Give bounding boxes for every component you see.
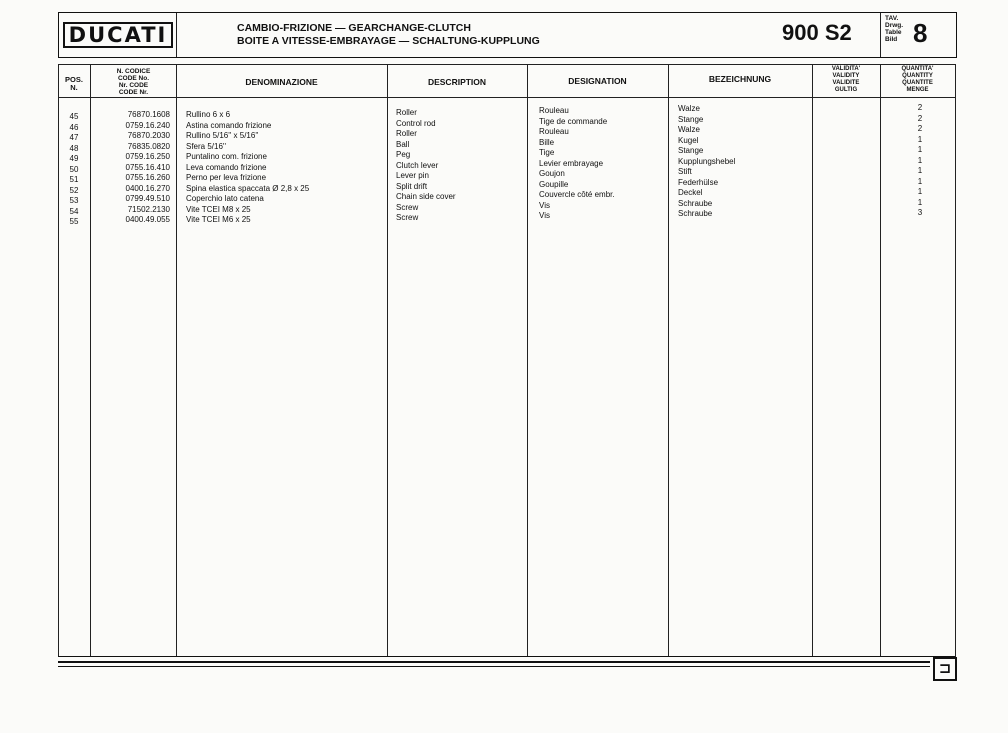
en-cell: Screw bbox=[396, 202, 419, 212]
tav-label: TAV. bbox=[885, 15, 899, 22]
fr-cell: Tige de commande bbox=[539, 116, 608, 126]
pos-cell: 49 bbox=[69, 154, 79, 163]
en-cell: Clutch lever bbox=[396, 160, 439, 170]
fr-cell: Bille bbox=[539, 137, 555, 147]
col-header-quantity: QUANTITA' QUANTITY QUANTITE MENGE bbox=[901, 66, 934, 93]
fr-cell: Goujon bbox=[539, 169, 565, 178]
en-cell: Roller bbox=[396, 108, 417, 117]
header-underline bbox=[58, 97, 955, 98]
drwg-label: Drwg. bbox=[885, 22, 904, 29]
en-cell: Split drift bbox=[396, 181, 428, 191]
code-cell: 0755.16.260 bbox=[125, 173, 170, 182]
en-cell: Roller bbox=[396, 129, 417, 138]
code-column bbox=[92, 110, 170, 226]
pos-cell: 51 bbox=[69, 175, 79, 184]
qty-cell: 1 bbox=[917, 187, 923, 196]
fr-cell: Rouleau bbox=[539, 106, 569, 115]
it-cell: Rullino 5/16'' x 5/16'' bbox=[186, 131, 259, 140]
pos-cell: 53 bbox=[69, 196, 79, 205]
code-cell: 76870.2030 bbox=[127, 131, 170, 140]
en-cell: Peg bbox=[396, 150, 411, 159]
pos-cell: 50 bbox=[69, 164, 79, 174]
it-cell: Perno per leva frizione bbox=[186, 173, 267, 182]
code-cell: 0755.16.410 bbox=[125, 162, 170, 172]
de-cell: Stange bbox=[678, 114, 704, 124]
col-divider bbox=[90, 64, 91, 656]
de-cell: Stange bbox=[678, 146, 704, 155]
pos-cell: 52 bbox=[69, 185, 79, 195]
table-number: 8 bbox=[913, 18, 928, 48]
pos-cell: 46 bbox=[69, 122, 79, 132]
header-divider bbox=[880, 13, 881, 57]
fr-cell: Tige bbox=[539, 148, 555, 157]
it-cell: Vite TCEI M6 x 25 bbox=[186, 215, 251, 224]
bezeichnung-column bbox=[678, 104, 810, 220]
title-line-2: BOITE A VITESSE-EMBRAYAGE — SCHALTUNG-KUPPLUNG bbox=[237, 35, 540, 47]
qty-cell: 3 bbox=[917, 208, 923, 217]
qty-cell: 1 bbox=[917, 166, 923, 175]
it-cell: Coperchio lato catena bbox=[186, 194, 264, 203]
title-line-1: CAMBIO-FRIZIONE — GEARCHANGE-CLUTCH bbox=[237, 22, 471, 34]
fr-cell: Levier embrayage bbox=[539, 158, 604, 168]
quantity-column bbox=[900, 103, 940, 219]
col-header-designation: DESIGNATION bbox=[568, 76, 627, 86]
qty-cell: 1 bbox=[917, 176, 923, 186]
en-cell: Lever pin bbox=[396, 171, 429, 180]
it-cell: Puntalino com. frizione bbox=[186, 152, 267, 161]
footer-rule bbox=[58, 661, 930, 663]
ducati-mark-icon: ⊐ bbox=[933, 657, 957, 681]
fr-cell: Rouleau bbox=[539, 127, 569, 136]
col-divider bbox=[880, 64, 881, 656]
table-labels bbox=[885, 15, 903, 43]
footer-rule bbox=[58, 656, 955, 657]
de-cell: Kupplungshebel bbox=[678, 156, 736, 166]
fr-cell: Goupille bbox=[539, 179, 569, 189]
designation-column bbox=[539, 106, 667, 222]
code-cell: 0400.49.055 bbox=[125, 215, 170, 224]
pos-cell: 45 bbox=[69, 112, 79, 121]
qty-cell: 1 bbox=[917, 145, 923, 154]
it-cell: Leva comando frizione bbox=[186, 162, 267, 172]
col-divider bbox=[527, 64, 528, 656]
it-cell: Sfera 5/16'' bbox=[186, 141, 226, 151]
col-divider bbox=[812, 64, 813, 656]
qty-cell: 2 bbox=[917, 113, 923, 123]
pos-cell: 55 bbox=[69, 217, 79, 226]
de-cell: Schraube bbox=[678, 198, 713, 208]
de-cell: Walze bbox=[678, 104, 700, 113]
col-header-bezeichnung: BEZEICHNUNG bbox=[708, 74, 772, 84]
fr-cell: Couvercle côté embr. bbox=[539, 190, 615, 199]
qty-cell: 1 bbox=[917, 197, 923, 207]
fr-cell: Vis bbox=[539, 200, 550, 210]
pos-cell: 54 bbox=[69, 206, 79, 216]
col-divider bbox=[668, 64, 669, 656]
qty-cell: 1 bbox=[917, 134, 923, 144]
ducati-logo bbox=[60, 22, 176, 48]
code-cell: 0759.16.250 bbox=[125, 152, 170, 161]
col-header-validity: VALIDITA' VALIDITY VALIDITE GULTIG bbox=[831, 66, 861, 93]
pos-cell: 48 bbox=[69, 143, 79, 153]
de-cell: Deckel bbox=[678, 188, 703, 197]
denominazione-column bbox=[186, 110, 384, 226]
table-label: Table bbox=[885, 29, 902, 36]
it-cell: Vite TCEI M8 x 25 bbox=[186, 204, 251, 214]
fr-cell: Vis bbox=[539, 211, 550, 220]
en-cell: Chain side cover bbox=[396, 192, 456, 201]
description-column bbox=[396, 108, 526, 224]
page-title bbox=[237, 22, 757, 48]
en-cell: Control rod bbox=[396, 118, 436, 128]
code-cell: 0400.16.270 bbox=[125, 183, 170, 193]
pos-cell: 47 bbox=[69, 133, 79, 142]
de-cell: Stift bbox=[678, 167, 692, 176]
de-cell: Walze bbox=[678, 125, 700, 134]
de-cell: Kugel bbox=[678, 135, 699, 145]
it-cell: Rullino 6 x 6 bbox=[186, 110, 231, 119]
de-cell: Schraube bbox=[678, 209, 713, 218]
logo-text: DUCATI bbox=[63, 22, 174, 48]
qty-cell: 2 bbox=[917, 124, 923, 133]
qty-cell: 1 bbox=[917, 155, 923, 165]
col-divider bbox=[387, 64, 388, 656]
en-cell: Ball bbox=[396, 139, 410, 149]
col-divider bbox=[176, 64, 177, 656]
code-cell: 76870.1608 bbox=[127, 110, 170, 119]
qty-cell: 2 bbox=[917, 103, 923, 112]
code-cell: 0759.16.240 bbox=[125, 120, 170, 130]
it-cell: Astina comando frizione bbox=[186, 120, 272, 130]
col-header-denominazione: DENOMINAZIONE bbox=[245, 77, 318, 87]
de-cell: Federhülse bbox=[678, 177, 719, 187]
code-cell: 71502.2130 bbox=[127, 204, 170, 214]
en-cell: Screw bbox=[396, 213, 419, 222]
col-header-code: N. CODICE CODE No. Nr. CODE CODE Nr. bbox=[116, 68, 151, 96]
header-divider bbox=[176, 13, 177, 57]
bild-label: Bild bbox=[885, 36, 898, 43]
col-header-description: DESCRIPTION bbox=[427, 77, 487, 87]
code-cell: 76835.0820 bbox=[127, 141, 170, 151]
col-header-pos: POS. N. bbox=[65, 75, 83, 92]
it-cell: Spina elastica spaccata Ø 2,8 x 25 bbox=[186, 183, 310, 193]
code-cell: 0799.49.510 bbox=[125, 194, 170, 203]
model-name: 900 S2 bbox=[782, 20, 852, 45]
footer-rule bbox=[58, 666, 930, 667]
pos-column bbox=[60, 112, 88, 228]
